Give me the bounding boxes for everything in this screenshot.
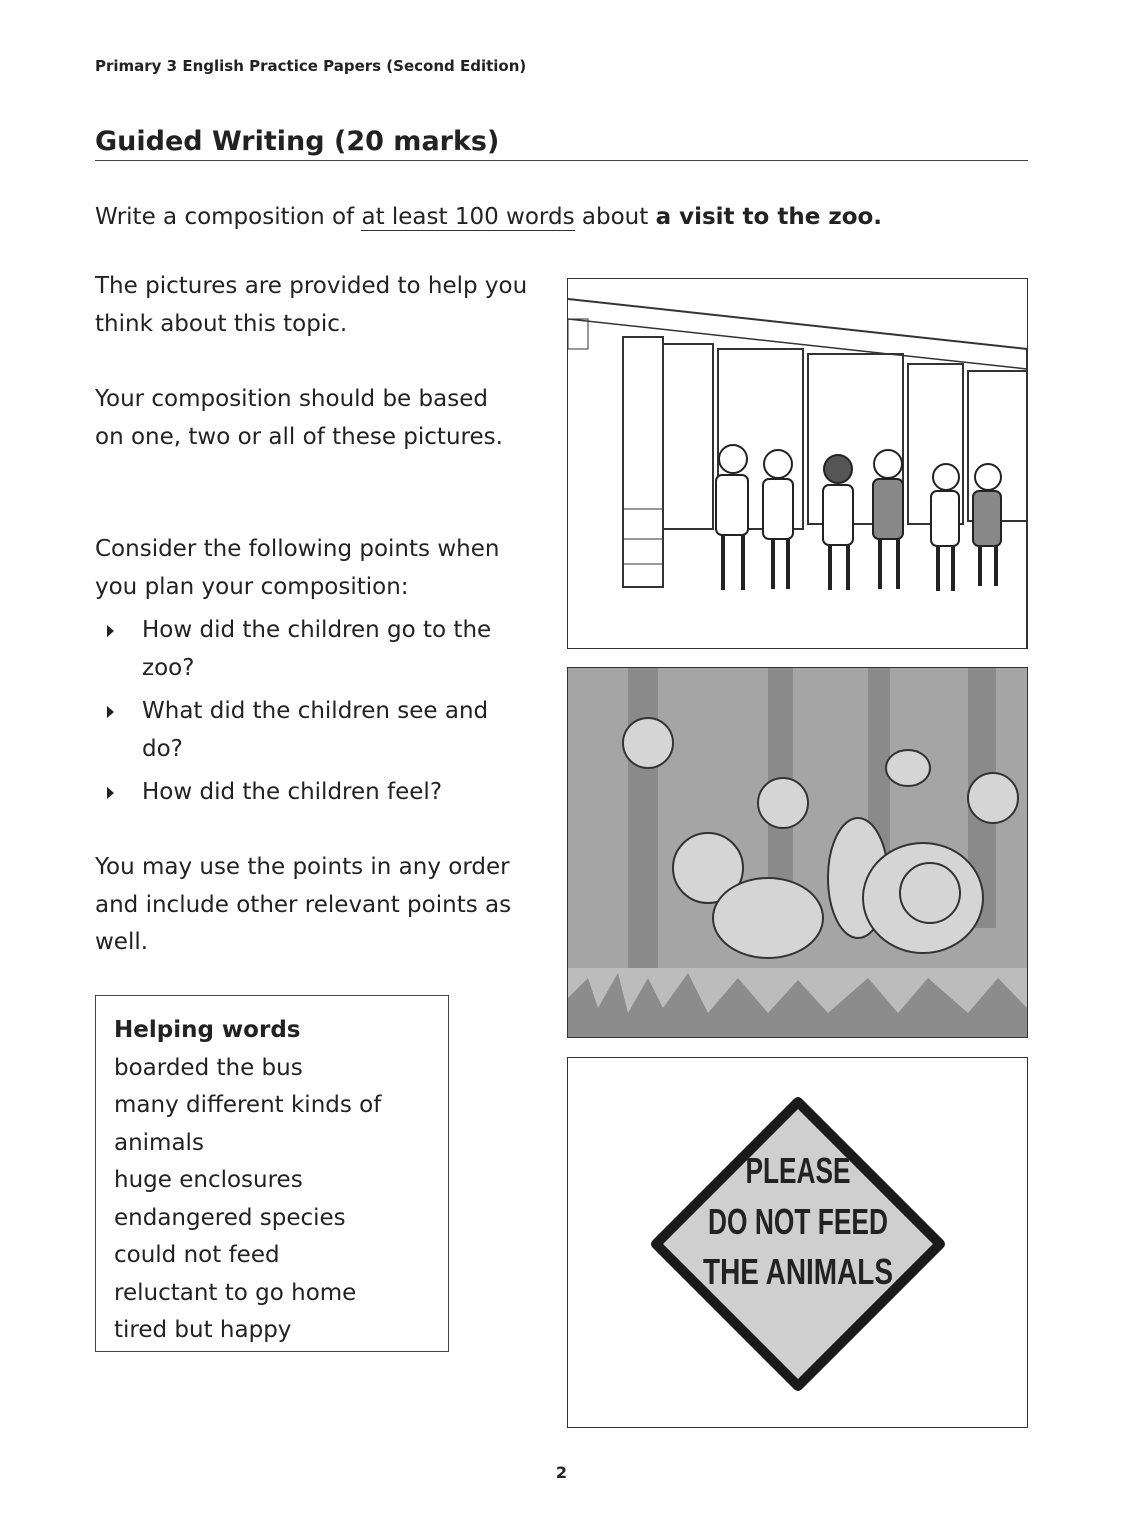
paragraph-consider: Consider the following points when you plan your composition: bbox=[95, 536, 500, 600]
picture-sign bbox=[567, 1057, 1028, 1428]
point-text: How did the children feel? bbox=[142, 779, 443, 805]
page-number: 2 bbox=[555, 1463, 568, 1482]
points-list bbox=[95, 612, 535, 818]
paragraph-pictures: The pictures are provided to help you think about this topic. bbox=[95, 273, 528, 337]
bullet-triangle-icon bbox=[107, 625, 114, 637]
paragraph-closing: You may use the points in any order and include other relevant points as well. bbox=[95, 854, 512, 955]
bus-illustration bbox=[568, 279, 1027, 648]
helping-word: boarded the bus bbox=[114, 1054, 303, 1081]
title-divider bbox=[95, 160, 1028, 161]
paragraph-based-on: Your composition should be based on one, two or all of these pictures. bbox=[95, 386, 503, 450]
sign-line: DO NOT FEED bbox=[708, 1201, 888, 1242]
helping-word: reluctant to go home bbox=[114, 1279, 357, 1306]
point-text: What did the children see and do? bbox=[142, 698, 489, 762]
helping-word: huge enclosures bbox=[114, 1167, 303, 1193]
bullet-triangle-icon bbox=[107, 706, 114, 718]
list-item bbox=[95, 612, 535, 687]
bullet-triangle-icon bbox=[107, 787, 114, 799]
helping-words-heading: Helping words bbox=[114, 1017, 301, 1043]
word-count-requirement: at least 100 words bbox=[361, 204, 575, 230]
picture-zoo-animals bbox=[567, 667, 1028, 1038]
do-not-feed-sign bbox=[568, 1058, 1027, 1427]
helping-word: tired but happy bbox=[114, 1317, 292, 1343]
helping-word: many different kinds of animals bbox=[114, 1092, 382, 1156]
animals-illustration bbox=[568, 668, 1027, 1037]
point-text: How did the children go to the zoo? bbox=[142, 617, 492, 681]
instruction-prefix: Write a composition of bbox=[95, 204, 362, 230]
helping-words-box bbox=[95, 995, 449, 1352]
instruction-middle: about bbox=[574, 204, 656, 230]
composition-topic: a visit to the zoo. bbox=[655, 204, 883, 230]
sign-line: PLEASE bbox=[745, 1150, 851, 1191]
instruction bbox=[95, 204, 882, 230]
section-title: Guided Writing (20 marks) bbox=[95, 126, 500, 157]
book-header: Primary 3 English Practice Papers (Second Edition) bbox=[95, 57, 527, 75]
helping-word: could not feed bbox=[114, 1242, 280, 1268]
helping-word: endangered species bbox=[114, 1204, 346, 1231]
picture-bus bbox=[567, 278, 1028, 649]
list-item bbox=[95, 693, 535, 768]
sign-line: THE ANIMALS bbox=[703, 1251, 893, 1292]
list-item bbox=[95, 774, 535, 812]
